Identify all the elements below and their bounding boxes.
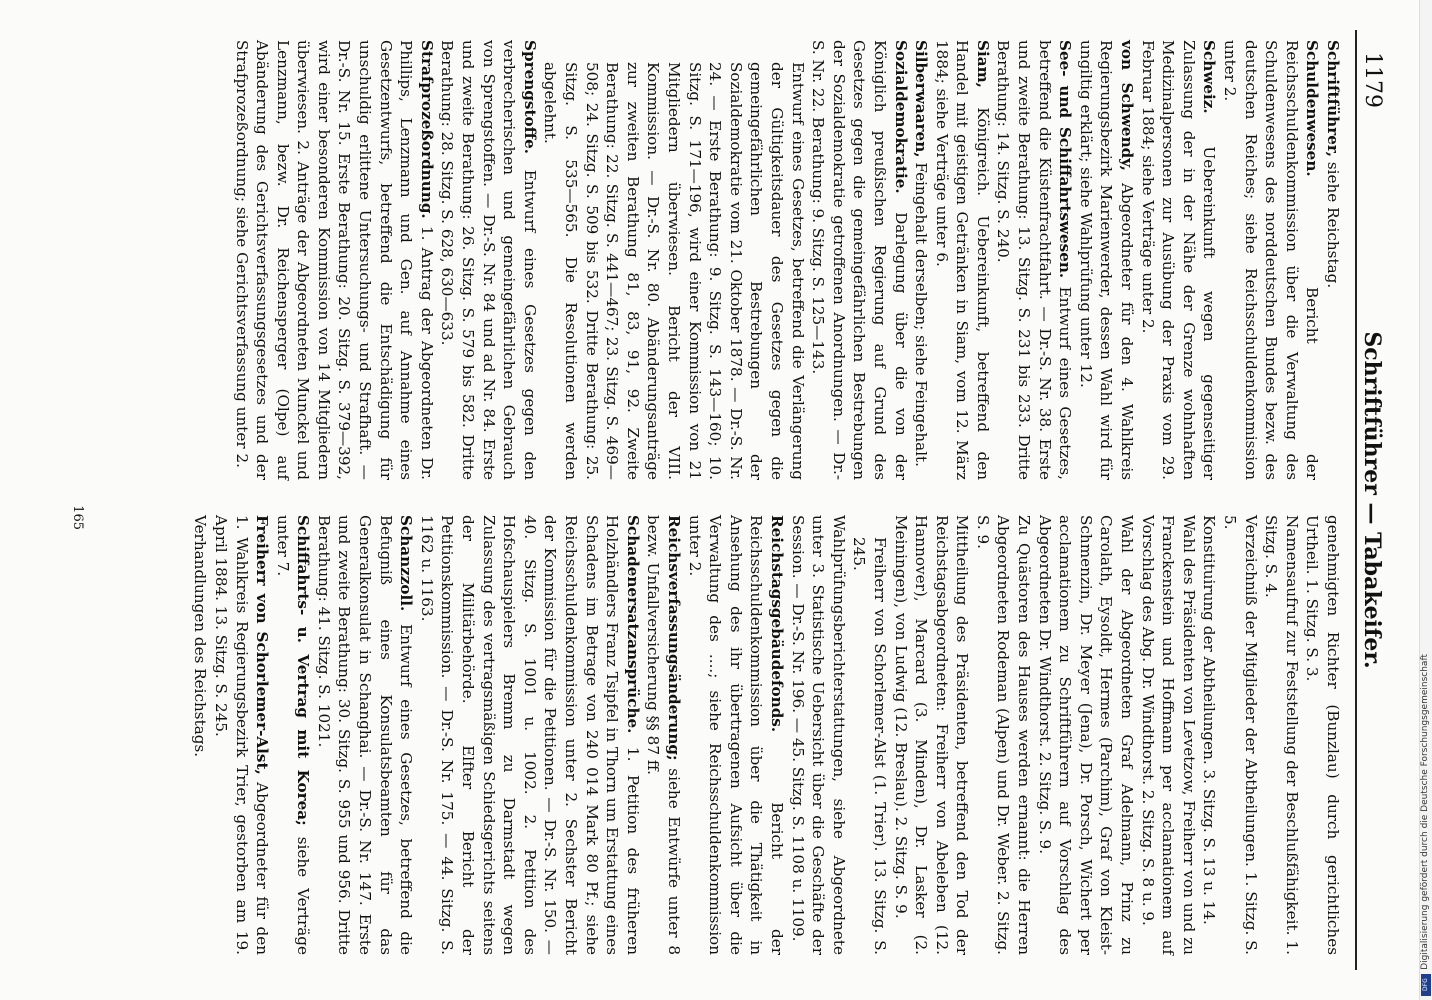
entry-text: genehmigten Richter (Bunzlau) durch gerichtliches Urtheil. 1. Sitzg. S. 3. xyxy=(1303,515,1342,955)
entry-text: siehe Verträge unter 7. xyxy=(273,515,313,956)
entry-text: Bericht der Reichsschuldenkommission über die Verwaltung des Schuldenwesens des norddeutschen Bundes bezw. des deutschen Reiches; siehe Reichsschuldenkommission unter 2. xyxy=(1221,40,1322,480)
entry-text: Wahl der Abgeordneten Graf Adelmann, Prinz zu Carolath, Eysoldt, Hermes (Parchim), Graf von Kleist-Schmenzin, Dr. Meyer (Jena), Dr. Porsch, Wichert per acclamationem zu Schriftführern auf Vorschlag des Abgeordneten Dr. Windthorst. 2. Sitzg. S. 9. xyxy=(1035,515,1137,955)
entry xyxy=(890,515,972,955)
entry-text: Wahl des Präsidenten von Levetzow, Freiherr von und zu Franckenstein und Hoffmann per acclamationem auf Vorschlag des Abg. Dr. Windthorst. 2. Sitzg. S. 8 u. 9. xyxy=(1138,515,1198,955)
entry-keyword: Schanzzoll. xyxy=(397,515,416,612)
entry xyxy=(1199,515,1220,955)
rotated-page xyxy=(25,30,1395,970)
entry-text: Zu Quästoren des Hauses werden ernannt: die Herren Abgeordneten Rodeman (Alpen) und Dr. Weber. 2. Sitzg. S. 9. xyxy=(973,515,1034,955)
entry-text: Verhandlungen des Reichstags. xyxy=(191,515,210,758)
entry-keyword: von Schwendy, xyxy=(1118,40,1137,171)
entry xyxy=(787,515,849,955)
signature-mark: 165 xyxy=(70,505,85,530)
entry-keyword: Strafprozeßordnung. xyxy=(417,40,436,219)
entry-text: Wahlprüfungsberichterstattungen, siehe Abgeordnete unter 3. Statistische Uebersicht über die Geschäfte der Session. — Dr.-S. Nr. 196. — 45. Sitzg. S. 1108 u. 1109. xyxy=(788,515,848,955)
entry-text: Feingehalt derselben; siehe Feingehalt. xyxy=(912,162,931,467)
entry-text: 1. Antrag der Abgeordneten Dr. Phillips, Lenzmann und Gen. auf Annahme eines Gesetzentwurfs, betreffend die Entschädigung für unschuldig erlittene Untersuchungs- und Strafhaft. — Dr.-S. Nr. 15. Erste Berathung: 20. Sitzg. S. 379—392, wird einer besonderen Kommission von 14 Mitgliedern überwiesen. 2. Anträge der Abgeordneten Munckel und Lenzmann, bezw. Dr. Reichensperger (Olpe) auf Abänderung des Gerichtsverfassungsgesetzes und der Strafprozeßordnung; siehe Gerichtsverfassung unter 2. xyxy=(232,40,436,480)
entry-keyword: Reichsverfassungsänderung; xyxy=(665,515,683,761)
entry-keyword: Schiffahrts- u. Vertrag mit Korea; xyxy=(294,515,313,826)
entry xyxy=(1034,515,1137,955)
entry-text: Freiherr von Schorlemer-Alst (1. Trier). 13. Sitzg. S. 245. xyxy=(850,537,889,955)
entry xyxy=(1302,515,1343,955)
entry-text: Abgeordneter für den 4. Wahlkreis Regierungsbezirk Marienwerder, dessen Wahl wird für ungiltig erklärt; siehe Wahlprüfung unter 12. xyxy=(1076,40,1137,480)
entry-keyword: Sozialdemokratie. xyxy=(891,40,910,194)
entry-text: Entwurf eines Gesetzes, betreffend die Verlängerung der Gültigkeitsdauer des Gesetzes gegen die gemeingefährlichen Bestrebungen der Sozialdemokratie vom 21. Oktober 1878. — Dr.-S. Nr. 24. — Erste Berathung: 9. Sitzg. S. 143—160; 10. Sitzg. S. 171—196, wird einer Kommission von 21 Mitgliedern überwiesen. Bericht der VIII. Kommission. — Dr.-S. Nr. 80. Abänderungsanträge zur zweiten Berathung 81, 83, 91, 92. Zweite Berathung: 22. Sitzg. S. 441—467; 23. Sitzg. S. 469—508; 24. Sitzg. S. 509 bis 532. Dritte Berathung: 25. Sitzg. S. 535—565. Die Resolutionen werden abgelehnt. xyxy=(541,62,807,480)
page-number: 1179 xyxy=(1360,52,1385,108)
entry-text: Entwurf eines Gesetzes, betreffend die Küstenfrachtfahrt. — Dr.-S. Nr. 38. Erste und zweite Berathung: 13. Sitzg. S. 231 bis 233. Dritte Berathung: 14. Sitzg. S. 240. xyxy=(994,40,1075,480)
entry xyxy=(416,515,643,955)
entry-keyword: Freiherr von Schorlemer-Alst, xyxy=(253,515,272,775)
entry xyxy=(911,40,932,480)
entry xyxy=(808,40,911,480)
entry xyxy=(1261,515,1302,955)
entry xyxy=(849,515,890,955)
entry-keyword: Sprengstoffe. xyxy=(520,40,539,155)
entry xyxy=(1322,40,1343,480)
entry-text: Entwurf eines Gesetzes, betreffend die Befugniß eines Konsulatsbeamten für das Generalkonsulat in Schanghai. — Dr.-S. Nr. 147. Erste und zweite Berathung: 30. Sitzg. S. 955 und 956. Dritte Berathung: 41. Sitzg. S. 1021. xyxy=(314,515,416,956)
entry xyxy=(190,515,211,955)
entry-text: Entwurf eines Gesetzes gegen den verbrecherischen und gemeingefährlichen Gebrauch von Sprengstoffen. — Dr.-S. Nr. 84 und ad Nr. 84. Erste und zweite Berathung: 26. Sitzg. S. 579 bis 582. Dritte Berathung: 28. Sitzg. S. 628, 630—633. xyxy=(438,40,539,480)
entry-text: Uebereinkunft wegen gegenseitiger Zulassung der in der Nähe der Grenze wohnhaften Medizinalpersonen zur Ausübung der Praxis vom 29. Februar 1884; siehe Verträge unter 2. xyxy=(1138,40,1219,481)
entry xyxy=(313,515,416,955)
entry-keyword: Silberwaaren, xyxy=(912,40,931,158)
entry-text: Darlegung über die von der Königlich preußischen Regierung auf Grund des Gesetzes gegen die gemeingefährlichen Bestrebungen der Sozialdemokratie getroffenen Anordnungen. — Dr.-S. Nr. 22. Berathung: 9. Sitzg. S. 125—143. xyxy=(809,40,910,480)
entry xyxy=(231,40,437,480)
entry xyxy=(643,515,684,955)
entry-keyword: Reichstagsgebäudefonds. xyxy=(767,515,786,733)
entry-text: siehe Entwürfe unter 8 bezw. Unfallversicherung §§ 87 ff. xyxy=(644,515,683,955)
right-column xyxy=(190,515,1343,955)
entry-text: 1. Petition des früheren Holzhändlers Franz Tsipfel in Thorn um Erstattung eines Schadens im Betrage von 240 014 Mark 80 Pf.; siehe Reichsschuldenkommission unter 2. Sechster Bericht der Kommission für die Petitionen. — Dr.-S. Nr. 150. — 40. Sitzg. S. 1001 u. 1002. 2. Petition des Hofschauspielers Bremm zu Darmstadt wegen Zulassung des vertragsmäßigen Schiedsgerichts seitens der Militärbehörde. Elfter Bericht der Petitionskommission. — Dr.-S. Nr. 175. — 44. Sitzg. S. 1162 u. 1163. xyxy=(417,515,642,956)
entry xyxy=(1219,40,1322,480)
entry xyxy=(931,40,993,480)
entry-text: Bericht der Reichsschuldenkommission über die Thätigkeit in Ansehung des ihr übertragenen Aufsicht über die Verwaltung des ....; siehe Reichsschuldenkommission unter 2. xyxy=(685,515,786,955)
entry-keyword: Siam, xyxy=(973,40,992,88)
entry xyxy=(1137,40,1219,480)
entry-text: Abgeordneter für den 1. Wahlkreis Regierungsbezirk Trier, gestorben am 19. April 1884. 13. Sitzg. S. 245. xyxy=(211,515,272,955)
page-title: Schriftführer — Tabakeifer. xyxy=(1359,331,1385,669)
entry-text: Verzeichniß der Mitglieder der Abtheilungen. 1. Sitzg. S. 5. xyxy=(1221,515,1260,955)
entry-text: Namensaufruf zur Feststellung der Beschlußfähigkeit. 1. Sitzg. S. 4. xyxy=(1262,515,1301,955)
entry-keyword: See- und Schiffahrtswesen. xyxy=(1056,40,1075,279)
entry-keyword: Schriftführer, xyxy=(1324,40,1342,158)
digitization-strip xyxy=(1419,0,1432,1000)
entry xyxy=(540,40,808,480)
entry xyxy=(972,515,1034,955)
entry xyxy=(1075,40,1137,480)
entry xyxy=(993,40,1075,480)
entry xyxy=(437,40,540,480)
left-column xyxy=(231,40,1343,480)
entry xyxy=(1137,515,1199,955)
entry-text: Mittheilung des Präsidenten, betreffend den Tod der Reichstagsabgeordneten: Freiherr von Abeleben (12. Hannover), Marcard (3. Minden), Dr. Lasker (2. Meiningen), von Ludwig (12. Breslau). 2. Sitzg. S. 9. xyxy=(891,515,972,955)
entry-keyword: Schadenersatzansprüche. xyxy=(623,515,642,734)
entry-text: siehe Reichstag. xyxy=(1324,161,1342,289)
digitization-credit: Digitalisierung gefördert durch die Deutsche Forschungsgemeinschaft xyxy=(1420,654,1430,970)
entry xyxy=(1219,515,1260,955)
entry-text: Konstituirung der Abtheilungen. 3. Sitzg. S. 13 u. 14. xyxy=(1200,515,1219,925)
dfg-logo-icon: DFG xyxy=(1421,974,1431,996)
entry xyxy=(210,515,272,955)
entry-text: Königreich. Uebereinkunft, betreffend den Handel mit geistigen Getränken in Siam, vom 12. März 1884; siehe Verträge unter 6. xyxy=(932,40,992,480)
entry xyxy=(684,515,787,955)
page-header xyxy=(1355,30,1385,970)
entry-keyword: Schuldenwesen. xyxy=(1303,40,1322,177)
entry-keyword: Schweiz. xyxy=(1200,40,1219,114)
entry xyxy=(272,515,313,955)
